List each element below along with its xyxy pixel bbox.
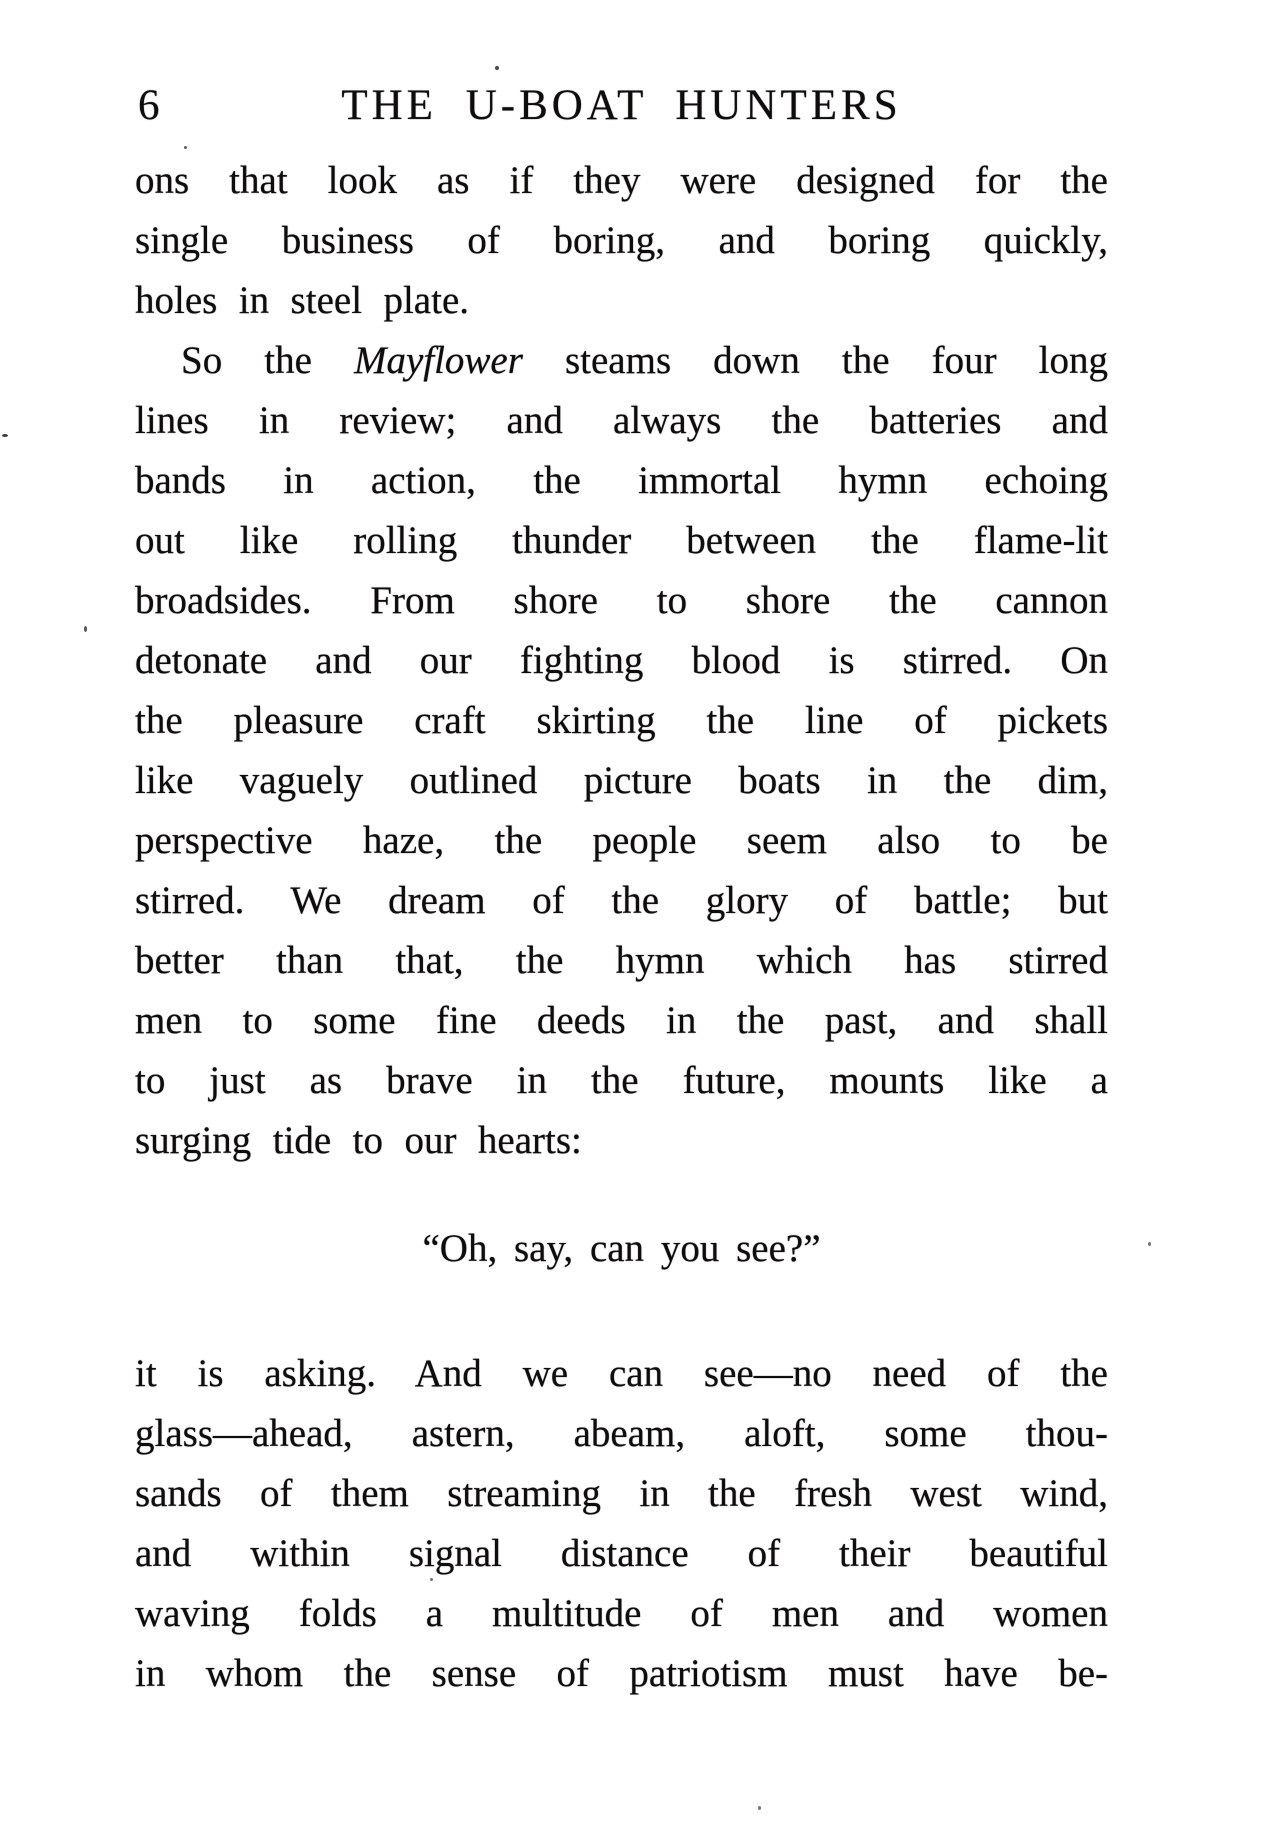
body-line: men to some fine deeds in the past, and shall [135, 999, 1108, 1042]
body-line: surging tide to our hearts: [135, 1119, 582, 1162]
body-line [135, 331, 1108, 391]
body-line: glass—ahead, astern, abeam, aloft, some thou- [135, 1412, 1108, 1455]
body-line: single business of boring, and boring quickly, [135, 219, 1108, 262]
paragraph-3 [135, 1344, 1108, 1704]
scan-speck [758, 1806, 761, 1810]
body-line: stirred. We dream of the glory of battle; but [135, 879, 1108, 922]
scan-speck [1148, 1242, 1151, 1246]
body-line: better than that, the hymn which has stirred [135, 939, 1108, 982]
body-line: sands of them streaming in the fresh west wind, [135, 1472, 1108, 1515]
body-line: like vaguely outlined picture boats in the dim, [135, 759, 1108, 802]
scan-speck [184, 146, 187, 149]
body-line: bands in action, the immortal hymn echoing [135, 459, 1108, 502]
scan-speck [430, 1578, 433, 1581]
body-line: detonate and our fighting blood is stirred. On [135, 639, 1108, 682]
body-line: ons that look as if they were designed for the [135, 159, 1108, 202]
body-line: out like rolling thunder between the flame-lit [135, 519, 1108, 562]
page-number: 6 [138, 82, 160, 129]
body-line: lines in review; and always the batteries and [135, 399, 1108, 442]
paragraph-1 [135, 151, 1108, 331]
hymn-quote: “Oh, say, can you see?” [422, 1227, 821, 1270]
body-line: in whom the sense of patriotism must have be- [135, 1652, 1108, 1695]
body-line: it is asking. And we can see—no need of the [135, 1352, 1108, 1395]
body-line: to just as brave in the future, mounts like a [135, 1059, 1108, 1102]
body-line: holes in steel plate. [135, 279, 470, 322]
scan-speck [495, 66, 499, 70]
ship-name-italic: Mayflower [353, 339, 523, 382]
paragraph-2 [135, 331, 1108, 1171]
line-segment: steams down the four long [522, 339, 1108, 382]
running-title: THE U-BOAT HUNTERS [341, 82, 902, 129]
scan-speck [84, 626, 87, 632]
body-line: broadsides. From shore to shore the cannon [135, 579, 1108, 622]
body-line: waving folds a multitude of men and women [135, 1592, 1108, 1635]
body-line: perspective haze, the people seem also to be [135, 819, 1108, 862]
body-line: the pleasure craft skirting the line of pickets [135, 699, 1108, 742]
scan-speck [2, 434, 8, 437]
body-line: and within signal distance of their beautiful [135, 1532, 1108, 1575]
line-segment: So the [181, 339, 354, 382]
